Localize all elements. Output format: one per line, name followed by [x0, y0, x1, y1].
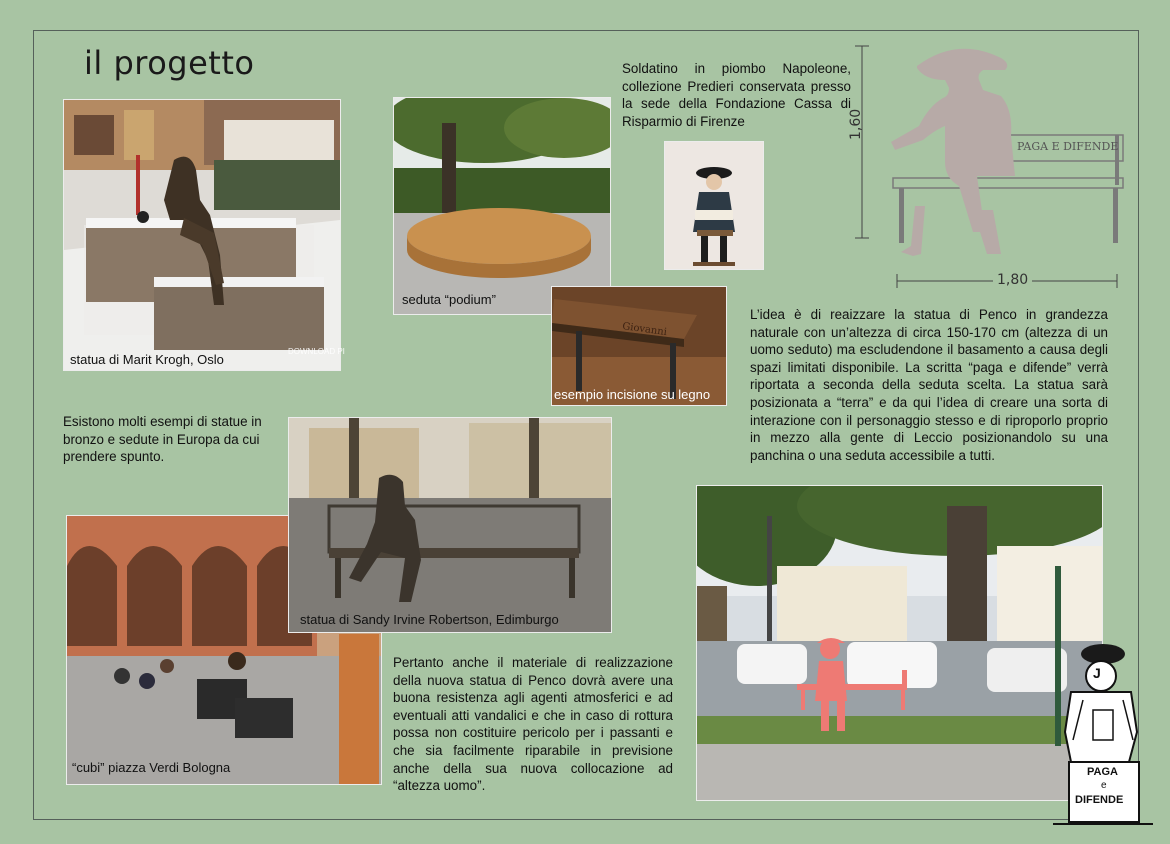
photo-napoleon-figurine [664, 141, 764, 270]
napoleon-note: Soldatino in piombo Napoleone, collezione Predieri conservata presso la sede della Fondazione Cassa di Risparmio di Firenze [622, 61, 851, 129]
paga-e-difende-logo [1053, 640, 1153, 830]
silhouette-diagram [855, 38, 1137, 298]
photo-sandy-irvine-robertson-statue [288, 417, 612, 633]
examples-intro: Esistono molti esempi di statue in bronzo e sedute in Europa da cui prendere spunto. [63, 414, 262, 465]
logo-initial: J [1093, 665, 1101, 681]
watermark-download: DOWNLOAD PI [288, 347, 345, 356]
caption-podium: seduta “podium” [402, 292, 496, 307]
page-title: il progetto [84, 44, 255, 82]
caption-bologna-cubi: “cubi” piazza Verdi Bologna [72, 760, 231, 775]
caption-engraving: esempio incisione su legno [554, 387, 711, 402]
logo-line2: e [1101, 780, 1107, 791]
bench-inscription: PAGA E DIFENDE [1017, 140, 1119, 153]
logo-line1: PAGA [1087, 766, 1118, 778]
caption-sandy-irvine-robertson: statua di Sandy Irvine Robertson, Edimburgo [300, 612, 559, 627]
caption-marit-krogh: statua di Marit Krogh, Oslo [70, 352, 224, 367]
idea-text: L’idea è di reaizzare la statua di Penco in grandezza naturale con un’altezza di circa 150-170 cm (altezza di un uomo seduto) ma escludendone il basamento a causa degli spazi limitati disponibile. La scritta “paga e difende” verrà riportata a seconda della seduta scelta. La statua sarà posizionata a “terra” e da qui l’idea di creare una sorta di interazione con il personaggio stesso e di riproporlo proprio in mezzo alla gente di Leccio posizionandolo su una panchina o una seduta accessibile a tutti. [750, 307, 1108, 463]
photo-marit-krogh-statue [63, 99, 341, 371]
photo-podium-seat [393, 97, 611, 315]
svg-text:Giovanni: Giovanni [621, 321, 668, 339]
photo-leccio-site [696, 485, 1103, 801]
material-text: Pertanto anche il materiale di realizzazione della nuova statua di Penco dovrà avere una buona resistenza agli agenti atmosferici e ad eventuali atti vandalici e che in caso di rottura possa non costituire pericolo per i passanti e che sia facilmente riparabile in previsione anche della sua nuova collocazione ad “altezza uomo”. [393, 655, 673, 794]
height-dimension: 1,60 [848, 108, 864, 140]
width-dimension: 1,80 [993, 272, 1032, 288]
logo-line3: DIFENDE [1075, 794, 1124, 806]
